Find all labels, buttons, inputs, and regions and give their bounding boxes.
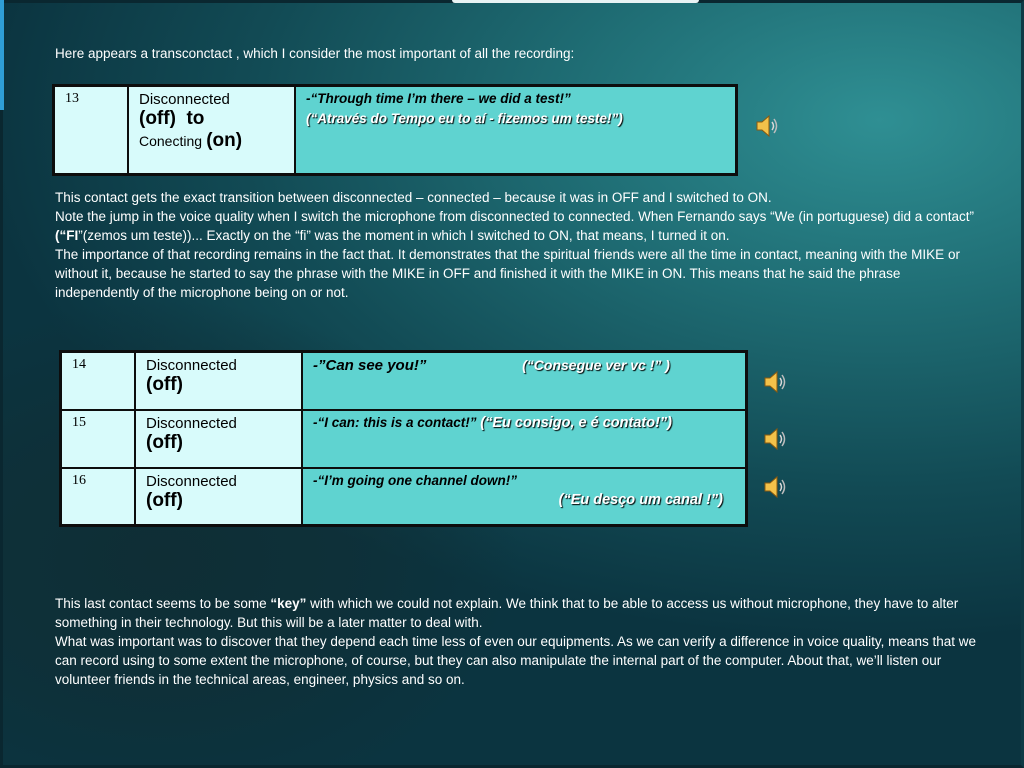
speaker-icon[interactable]	[754, 111, 780, 141]
speaker-icon[interactable]	[762, 472, 788, 502]
paragraph-key-contact	[55, 594, 995, 689]
phrase-portuguese: (“Consegue ver vc !” )	[522, 357, 670, 373]
contact-number: 16	[61, 468, 136, 526]
intro-text: Here appears a transconctact , which I consider the most important of all the recording:	[55, 46, 575, 61]
table-row	[61, 468, 747, 526]
contact-state: Disconnected (off)	[135, 468, 302, 526]
phrase-english: -”Can see you!”	[313, 357, 427, 374]
phrase-portuguese: (“Eu consigo, e é contato!”)	[480, 414, 673, 431]
p1-fi-emphasis: (“FI	[55, 228, 79, 243]
p2-line1: This last contact seems to be some “key” with which we could not explain. We think that to be able to access us without microphone, they have to alter something in their technology. But this will be a later matter to deal with.	[55, 596, 959, 630]
speaker-icon[interactable]	[762, 367, 788, 397]
contact-phrase	[295, 86, 737, 175]
state-connecting: Conecting	[139, 133, 203, 149]
contact-13-table	[52, 84, 738, 176]
speaker-icon[interactable]	[762, 424, 788, 454]
contact-phrase	[302, 468, 747, 526]
state-to: to	[186, 108, 205, 129]
table-row	[61, 352, 747, 410]
contact-number: 14	[61, 352, 136, 410]
table-row	[61, 410, 747, 468]
contact-state: Disconnected (off)	[135, 410, 302, 468]
contact-state	[128, 86, 295, 175]
contacts-14-16-table	[59, 350, 748, 527]
state-off: (off)	[139, 108, 176, 129]
p1-line3: The importance of that recording remains in the fact that. It demonstrates that the spiritual friends were all the time in contact, meaning with the MIKE or without it, because he started to say the phrase with the MIKE in OFF and finished it with the MIKE in ON. This means that he said the phrase independently of the microphone being on or not.	[55, 247, 960, 300]
p1-line1: This contact gets the exact transition between disconnected – connected – because it was in OFF and I switched to ON.	[55, 190, 772, 205]
top-highlight	[452, 0, 699, 3]
paragraph-transition	[55, 188, 975, 302]
left-accent-stripe	[0, 0, 4, 110]
table-row	[54, 86, 737, 175]
phrase-portuguese: (“Eu desço um canal !”)	[558, 491, 723, 508]
phrase-english: -“I can: this is a contact!”	[313, 414, 481, 430]
phrase-portuguese: (“Através do Tempo eu to aí - fizemos um teste!”)	[306, 111, 623, 126]
phrase-english: -“Through time I’m there – we did a test!”	[306, 91, 571, 106]
state-disconnected: Disconnected	[139, 91, 230, 108]
contact-state: Disconnected (off)	[135, 352, 302, 410]
contact-phrase	[302, 352, 747, 410]
state-off-to	[139, 108, 284, 130]
p2-line2: What was important was to discover that they depend each time less of even our equipments. As we can verify a difference in voice quality, means that we can record using to some extent the microphone, of course, but they can also manipulate the internal part of the computer. About that, we’ll listen our volunteer friends in the technical areas, engineer, physics and so on.	[55, 634, 976, 687]
state-on: (on)	[206, 130, 243, 151]
p1-line2: Note the jump in the voice quality when I switch the microphone from disconnected to connected. When Fernando says “We (in portuguese) did a contact” (“FI”(zemos um teste))... Exactly on the “fi” was the moment in which I switched to ON, that means, I turned it on.	[55, 209, 974, 243]
contact-phrase	[302, 410, 747, 468]
phrase-english: -“I’m going one channel down!”	[313, 472, 517, 488]
p2-key-emphasis: “key”	[270, 596, 307, 611]
contact-number: 15	[61, 410, 136, 468]
contact-number: 13	[54, 86, 129, 175]
